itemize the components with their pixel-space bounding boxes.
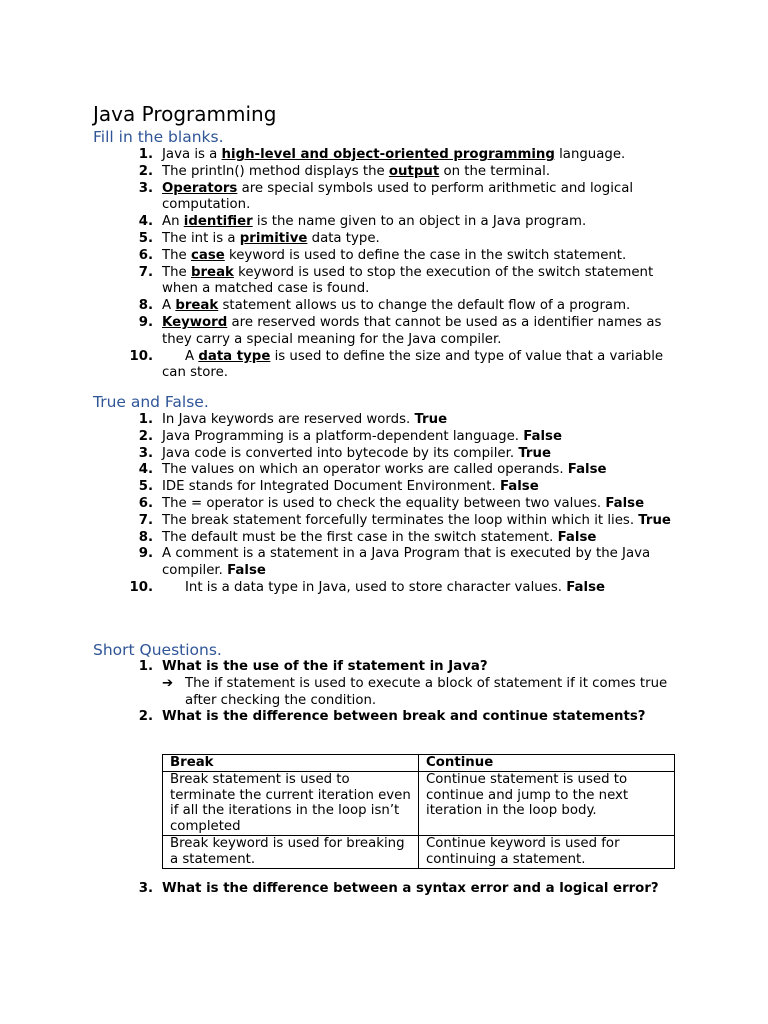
true-false-answer: True <box>518 445 551 461</box>
true-false-answer: False <box>499 479 539 495</box>
table-cell: Continue keyword is used for continuing a statement. <box>419 835 675 868</box>
blank-answer: Operators <box>162 180 238 196</box>
table-cell: Break statement is used to terminate the current iteration even if all the iterations in the loop isn’t completed <box>163 771 419 835</box>
item-text <box>162 429 562 444</box>
list-item <box>137 248 677 265</box>
list-item <box>129 579 677 597</box>
item-text-pre: Java is a <box>162 147 222 162</box>
short-questions-heading: Short Questions. <box>93 641 222 659</box>
true-false-answer: True <box>414 412 448 427</box>
fill-blanks-heading: Fill in the blanks. <box>93 128 224 146</box>
item-text <box>162 412 447 427</box>
table-header: Break <box>163 755 419 772</box>
short-questions-list <box>137 659 677 726</box>
list-item <box>137 429 677 446</box>
item-text-post: is used to define the size and type of value that a variable can store. <box>162 348 664 381</box>
statement-text: The values on which an operator works are called operands. <box>162 462 568 478</box>
item-number: 10. <box>129 348 153 364</box>
blank-answer: primitive <box>239 230 308 246</box>
true-false-answer: False <box>566 579 606 595</box>
item-number: 2. <box>138 428 153 444</box>
list-item <box>137 479 677 496</box>
item-number: 5. <box>138 479 153 495</box>
true-false-answer: False <box>523 428 562 444</box>
item-text-post: is the name given to an object in a Java program. <box>252 214 587 230</box>
item-number: 3. <box>138 180 153 196</box>
blank-answer: break <box>175 298 219 314</box>
list-item <box>129 348 677 383</box>
item-text-post: language. <box>554 147 626 162</box>
fill-blanks-list <box>129 147 677 382</box>
table-row <box>163 771 675 835</box>
answer-row <box>162 676 677 710</box>
item-number: 6. <box>138 247 153 263</box>
list-item <box>137 147 677 164</box>
item-text-post: keyword is used to stop the execution of the switch statement when a matched case is found. <box>162 264 654 297</box>
question-text: What is the difference between a syntax error and a logical error? <box>162 881 659 896</box>
item-number: 1. <box>138 147 153 162</box>
item-number: 1. <box>138 412 153 427</box>
list-item <box>137 513 677 530</box>
statement-text: A comment is a statement in a Java Program that is executed by the Java compiler. <box>162 546 651 579</box>
list-item <box>137 231 677 248</box>
item-text-post: keyword is used to define the case in the switch statement. <box>224 247 627 263</box>
item-text <box>162 248 626 263</box>
item-text-pre: A <box>162 298 176 314</box>
item-text <box>162 546 650 578</box>
list-item <box>137 446 677 463</box>
blank-answer: identifier <box>183 214 253 230</box>
statement-text: IDE stands for Integrated Document Environment. <box>162 479 500 495</box>
list-item <box>137 462 677 479</box>
item-number: 5. <box>138 230 153 246</box>
item-number: 8. <box>138 298 153 314</box>
list-item <box>137 709 677 726</box>
item-text-pre: The println() method displays the <box>162 163 389 179</box>
item-number: 10. <box>129 579 153 595</box>
item-text-pre: The int is a <box>162 230 240 246</box>
item-number: 9. <box>138 314 153 330</box>
true-false-answer: False <box>567 462 607 478</box>
question-text: What is the use of the if statement in Java? <box>162 659 488 674</box>
item-number: 3. <box>138 881 153 896</box>
blank-answer: data type <box>198 348 271 364</box>
item-text <box>162 446 551 461</box>
item-text <box>162 462 607 477</box>
statement-text: Java code is converted into bytecode by its compiler. <box>162 445 519 461</box>
item-text <box>162 315 661 347</box>
list-item <box>137 298 677 315</box>
statement-text: Java Programming is a platform-dependent language. <box>162 428 524 444</box>
item-text <box>162 349 677 383</box>
arrow-icon: ➔ <box>162 675 174 691</box>
true-false-list <box>129 412 677 597</box>
item-number: 3. <box>138 445 153 461</box>
item-number: 6. <box>138 495 153 511</box>
list-item <box>137 164 677 181</box>
true-false-answer: False <box>557 529 597 545</box>
item-text <box>162 496 644 511</box>
item-number: 9. <box>138 546 153 562</box>
answer-text: The if statement is used to execute a block of statement if it comes true after checking the condition. <box>185 675 668 708</box>
list-item <box>137 659 677 709</box>
item-number: 8. <box>138 529 153 545</box>
item-text-post: statement allows us to change the default flow of a program. <box>218 298 631 314</box>
list-item <box>137 412 677 429</box>
statement-text: The = operator is used to check the equality between two values. <box>162 495 606 511</box>
item-text <box>162 265 653 297</box>
item-number: 4. <box>138 214 153 230</box>
item-text <box>162 214 586 229</box>
item-text-post: are special symbols used to perform arithmetic and logical computation. <box>162 180 634 213</box>
item-text <box>162 231 380 246</box>
page-title: Java Programming <box>93 102 277 126</box>
item-number: 7. <box>138 264 153 280</box>
table-header: Continue <box>419 755 675 772</box>
statement-text: The default must be the first case in the switch statement. <box>162 529 558 545</box>
true-false-answer: False <box>227 563 266 579</box>
item-text <box>162 479 539 494</box>
true-false-answer: True <box>638 512 671 528</box>
statement-text: In Java keywords are reserved words. <box>162 412 415 427</box>
item-number: 7. <box>138 512 153 528</box>
table-row <box>163 835 675 868</box>
blank-answer: high-level and object-oriented programming <box>221 147 555 162</box>
list-item <box>137 265 677 299</box>
item-text <box>162 580 605 597</box>
list-item <box>137 315 677 349</box>
item-text-pre: The <box>162 247 191 263</box>
short-questions-list-continued <box>137 881 677 898</box>
item-text <box>162 147 625 162</box>
blank-answer: case <box>190 247 225 263</box>
true-false-answer: False <box>605 495 645 511</box>
item-text-pre: The <box>162 264 191 280</box>
item-text <box>162 298 630 313</box>
item-text-post: data type. <box>307 230 380 246</box>
item-text <box>162 530 596 545</box>
item-number: 1. <box>138 659 153 674</box>
statement-text: Int is a data type in Java, used to store character values. <box>185 579 567 595</box>
list-item <box>137 214 677 231</box>
item-text-pre: A <box>185 348 199 364</box>
blank-answer: break <box>190 264 234 280</box>
list-item <box>137 496 677 513</box>
blank-answer: output <box>388 163 440 179</box>
table-cell: Continue statement is used to continue and jump to the next iteration in the loop body. <box>419 771 675 835</box>
comparison-table <box>162 754 675 869</box>
item-text <box>162 513 671 528</box>
list-item <box>137 881 677 898</box>
item-number: 4. <box>138 462 153 478</box>
question-text: What is the difference between break and continue statements? <box>162 709 646 725</box>
item-text <box>162 164 550 179</box>
table-cell: Break keyword is used for breaking a statement. <box>163 835 419 868</box>
item-text-pre: An <box>162 214 184 230</box>
list-item <box>137 181 677 215</box>
item-number: 2. <box>138 163 153 179</box>
blank-answer: Keyword <box>162 314 228 330</box>
list-item <box>137 530 677 547</box>
item-text <box>162 181 633 213</box>
item-number: 2. <box>138 709 153 725</box>
true-false-heading: True and False. <box>93 393 209 411</box>
item-text-post: are reserved words that cannot be used as a identifier names as they carry a special meaning for the Java compiler. <box>162 314 662 347</box>
item-text-post: on the terminal. <box>439 163 551 179</box>
list-item <box>137 546 677 580</box>
table-header-row <box>163 755 675 772</box>
statement-text: The break statement forcefully terminates the loop within which it lies. <box>162 512 639 528</box>
